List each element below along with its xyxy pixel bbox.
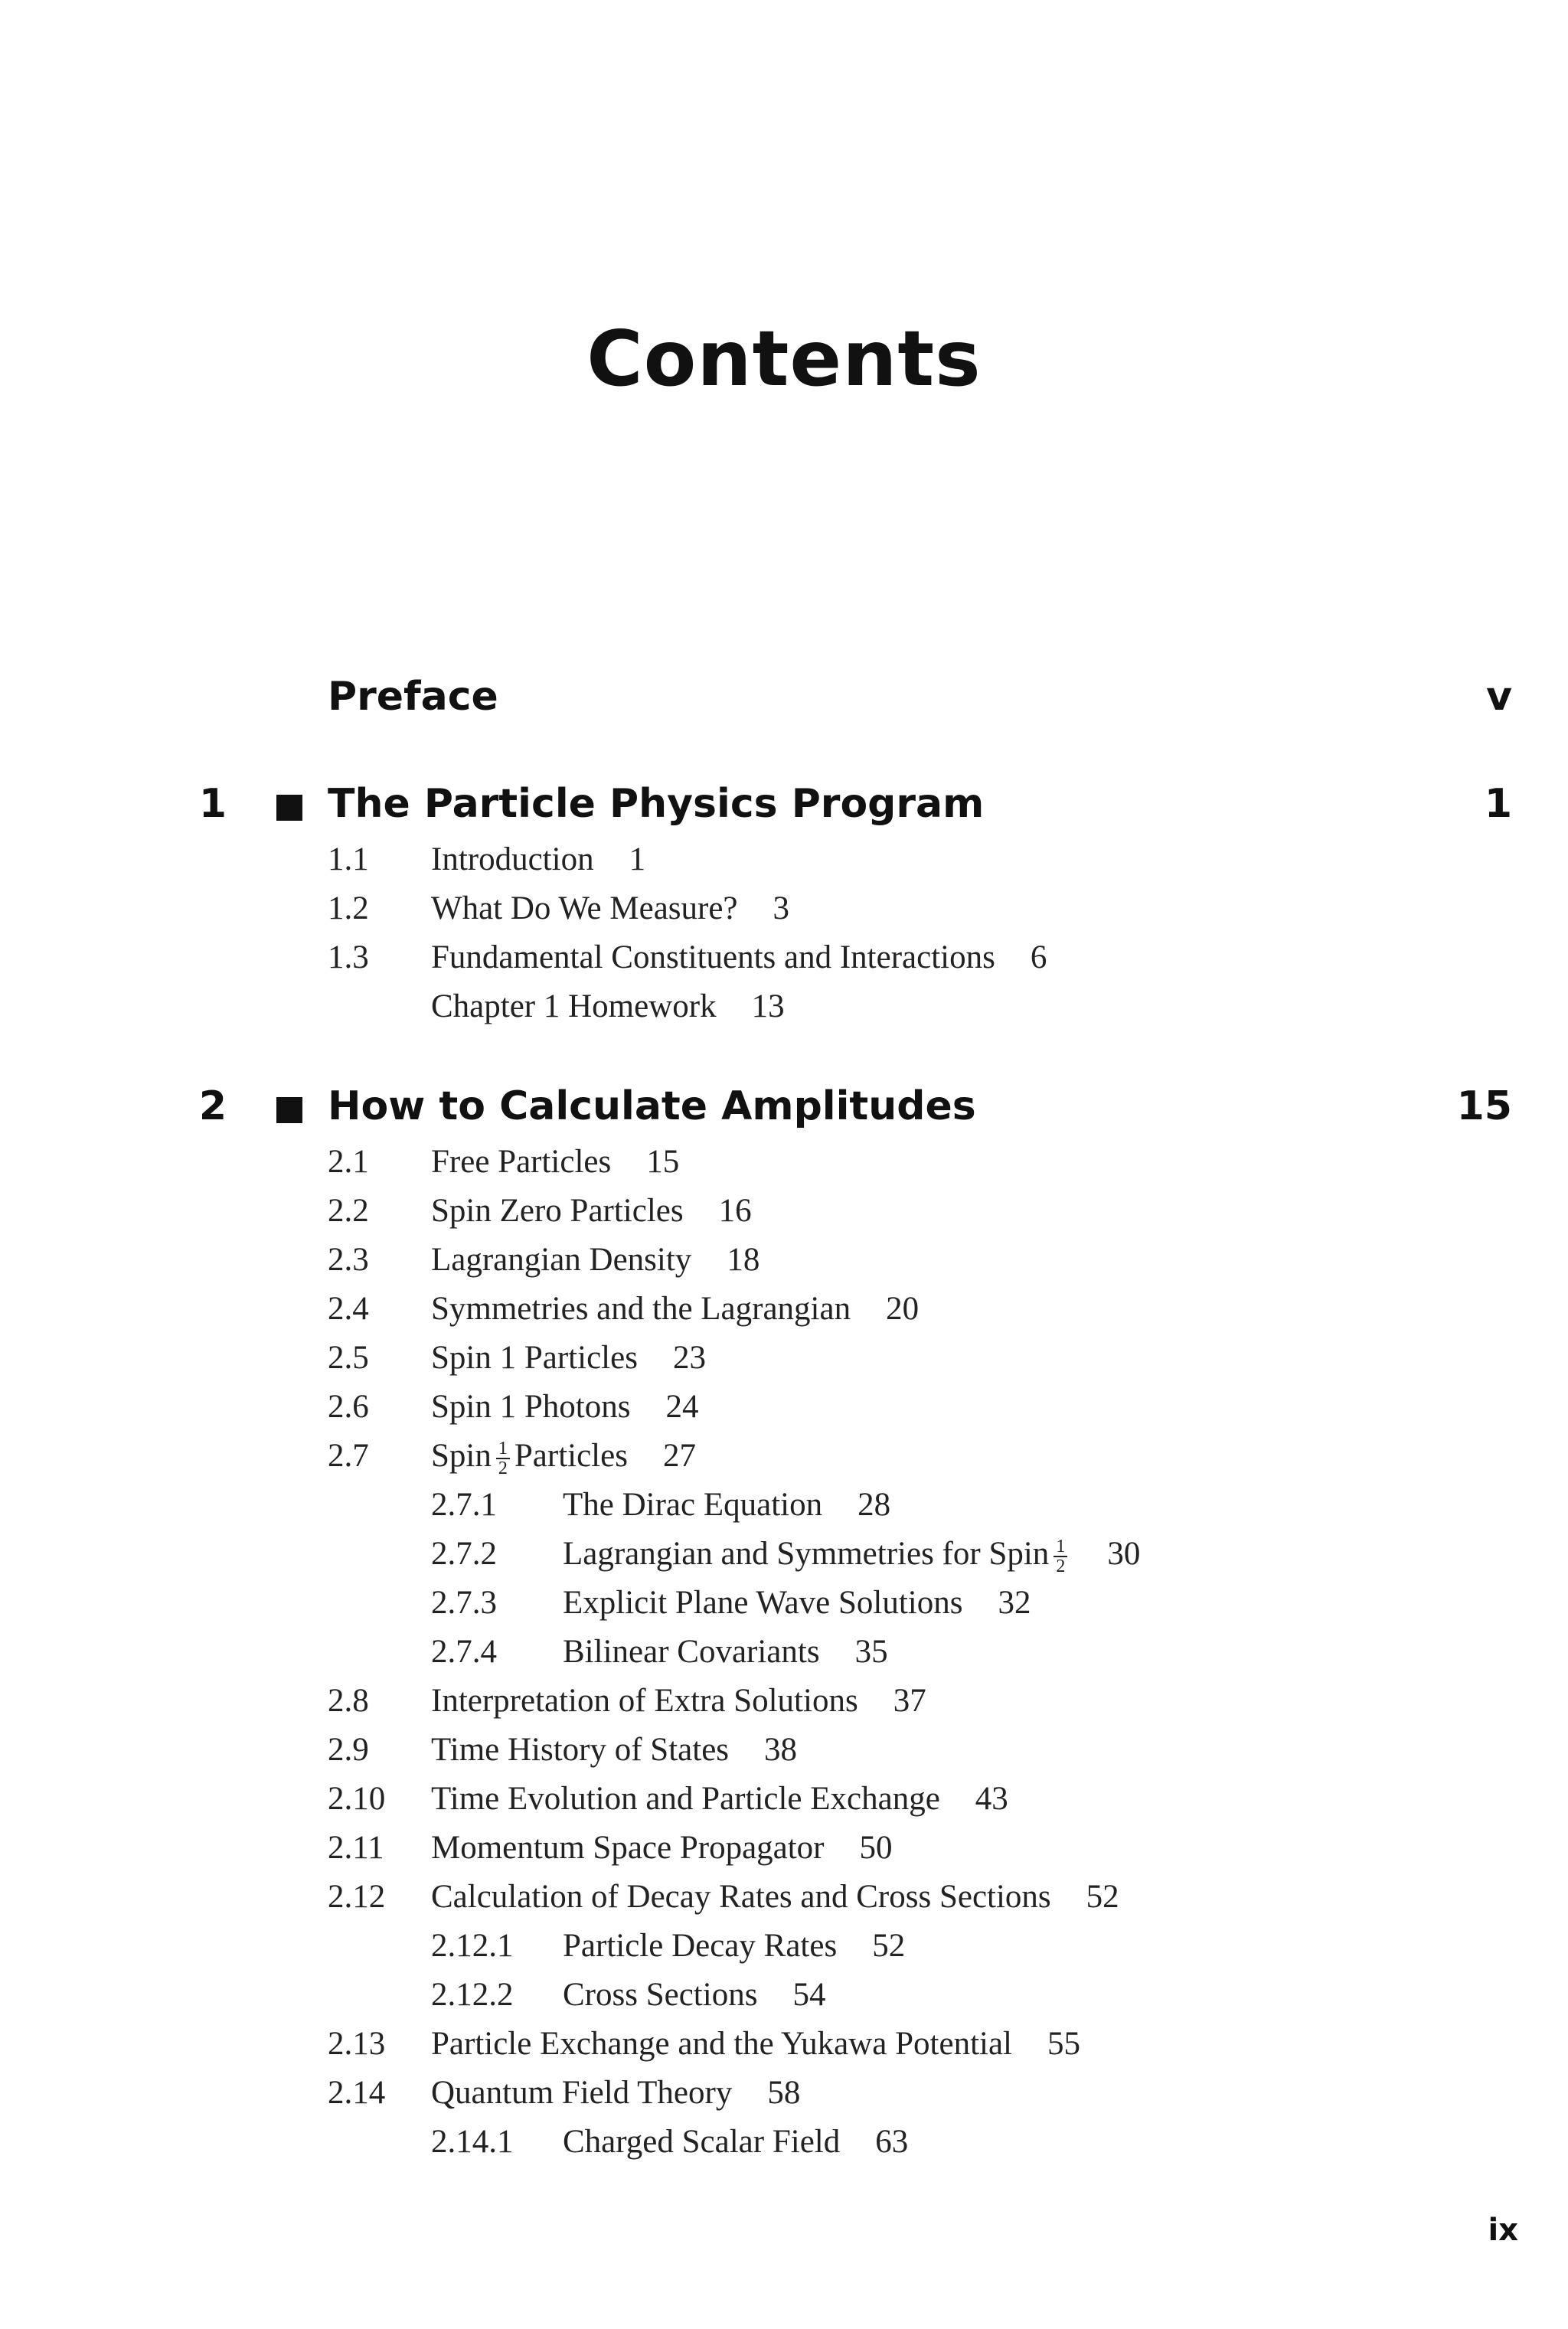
section-title: What Do We Measure? 3 [431,890,790,926]
subsection-number: 2.7.4 [431,1634,497,1670]
subsection-page: 63 [875,2124,909,2160]
toc-entry [0,890,1568,939]
one-half-fraction: $\frac{1}{2}$ [496,1439,510,1478]
section-title: Symmetries and the Lagrangian 20 [431,1291,920,1327]
preface-label: Preface [328,674,498,720]
subsection-number: 2.12.1 [431,1928,514,1964]
subsection-title: Cross Sections 54 [563,1977,826,2013]
section-page: 16 [718,1193,752,1229]
section-title: Particle Exchange and the Yukawa Potential 55 [431,2026,1081,2062]
toc-subentry [0,1927,1568,1976]
section-number: 2.6 [328,1389,369,1425]
chapter-2-title: How to Calculate Amplitudes [328,1083,976,1129]
section-page: 3 [773,890,790,926]
section-number: 2.2 [328,1193,369,1229]
section-title: Lagrangian Density 18 [431,1242,760,1278]
section-number: 1.1 [328,841,369,877]
section-number: 2.11 [328,1830,384,1866]
toc-entry [0,1192,1568,1241]
section-number: 1.2 [328,890,369,926]
one-half-fraction: $\frac{1}{2}$ [1054,1537,1067,1576]
section-page: 15 [646,1144,680,1180]
section-number: 2.13 [328,2026,386,2062]
subsection-page: 35 [854,1634,888,1670]
section-number: 2.4 [328,1291,369,1327]
section-number: 2.1 [328,1144,369,1180]
chapter-bullet-icon [276,795,302,821]
chapter-2-page: 15 [1456,1083,1512,1129]
subsection-page: 30 [1107,1536,1141,1572]
toc-entry [0,1241,1568,1290]
section-page: 50 [859,1830,893,1866]
section-page: 27 [662,1438,696,1474]
subsection-title: Explicit Plane Wave Solutions 32 [563,1585,1031,1621]
section-title: Spin Zero Particles 16 [431,1193,752,1229]
section-title: Momentum Space Propagator 50 [431,1830,893,1866]
subsection-title: Charged Scalar Field 63 [563,2124,909,2160]
subsection-page: 32 [998,1585,1031,1621]
section-page: 43 [975,1781,1008,1817]
section-number: 1.3 [328,939,369,975]
subsection-title: Bilinear Covariants 35 [563,1634,888,1670]
subsection-page: 54 [792,1977,826,2013]
section-page: 18 [727,1242,760,1278]
toc-entry [0,1437,1568,1486]
section-title: Spin 1 Photons 24 [431,1389,699,1425]
chapter-1-title: The Particle Physics Program [328,781,985,827]
toc-entry [0,1878,1568,1927]
toc-entry [0,1143,1568,1192]
section-number: 2.3 [328,1242,369,1278]
toc-entry [0,1682,1568,1731]
toc-entry [0,939,1568,988]
toc-entry [0,1388,1568,1437]
section-number: 2.8 [328,1683,369,1719]
section-title: Free Particles 15 [431,1144,680,1180]
subsection-number: 2.7.1 [431,1487,497,1523]
toc-entry [0,2074,1568,2123]
subsection-number: 2.14.1 [431,2124,514,2160]
section-number: 2.12 [328,1879,386,1915]
toc-subentry [0,1976,1568,2025]
subsection-title: Particle Decay Rates 52 [563,1928,906,1964]
chapter-1-number: 1 [198,781,227,827]
section-title: Introduction 1 [431,841,646,877]
section-page: 37 [893,1683,926,1719]
preface-page: v [1486,674,1512,720]
section-page: 23 [672,1340,706,1376]
subsection-page: 28 [858,1487,891,1523]
toc-entry [0,988,1568,1037]
page-title: Contents [586,314,982,403]
section-title: Interpretation of Extra Solutions 37 [431,1683,926,1719]
section-title: Calculation of Decay Rates and Cross Sections 52 [431,1879,1119,1915]
section-page: 20 [886,1291,920,1327]
toc-subentry [0,1535,1568,1584]
toc-subentry [0,1633,1568,1682]
subsection-number: 2.7.2 [431,1536,497,1572]
section-title: Time History of States 38 [431,1732,798,1768]
section-number: 2.14 [328,2075,386,2111]
toc-subentry [0,1584,1568,1633]
page-number: ix [1488,2213,1518,2248]
section-title: Quantum Field Theory 58 [431,2075,801,2111]
section-title: Fundamental Constituents and Interactions 6 [431,939,1047,975]
section-page: 58 [767,2075,801,2111]
chapter-1-heading [0,781,1568,842]
chapter-1-page: 1 [1484,781,1512,827]
section-page: 38 [764,1732,798,1768]
chapter-bullet-icon [276,1097,302,1123]
section-page: 13 [751,988,785,1024]
toc-entry [0,1290,1568,1339]
section-page: 1 [629,841,646,877]
section-number: 2.5 [328,1340,369,1376]
section-title: Time Evolution and Particle Exchange 43 [431,1781,1008,1817]
section-page: 52 [1086,1879,1119,1915]
section-title: Spin $\frac{1}{2}$ Particles 27 [431,1438,696,1479]
section-number: 2.10 [328,1781,386,1817]
toc-subentry [0,2123,1568,2172]
preface-heading [0,674,1568,735]
section-title: Spin 1 Particles 23 [431,1340,706,1376]
section-number: 2.7 [328,1438,369,1474]
toc-entry [0,1829,1568,1878]
toc-entry [0,2025,1568,2074]
chapter-2-heading [0,1083,1568,1145]
subsection-title: The Dirac Equation 28 [563,1487,891,1523]
section-page: 6 [1030,939,1047,975]
section-title: Chapter 1 Homework 13 [431,988,785,1024]
section-number: 2.9 [328,1732,369,1768]
toc-subentry [0,1486,1568,1535]
subsection-number: 2.7.3 [431,1585,497,1621]
subsection-page: 52 [872,1928,906,1964]
toc-entry [0,1731,1568,1780]
subsection-title: Lagrangian and Symmetries for Spin $\frac{1}{2}$ 30 [563,1536,1141,1577]
chapter-2-number: 2 [198,1083,227,1129]
toc-entry [0,1780,1568,1829]
section-page: 55 [1047,2026,1081,2062]
toc-entry [0,841,1568,890]
section-page: 24 [665,1389,699,1425]
toc-entry [0,1339,1568,1388]
subsection-number: 2.12.2 [431,1977,514,2013]
